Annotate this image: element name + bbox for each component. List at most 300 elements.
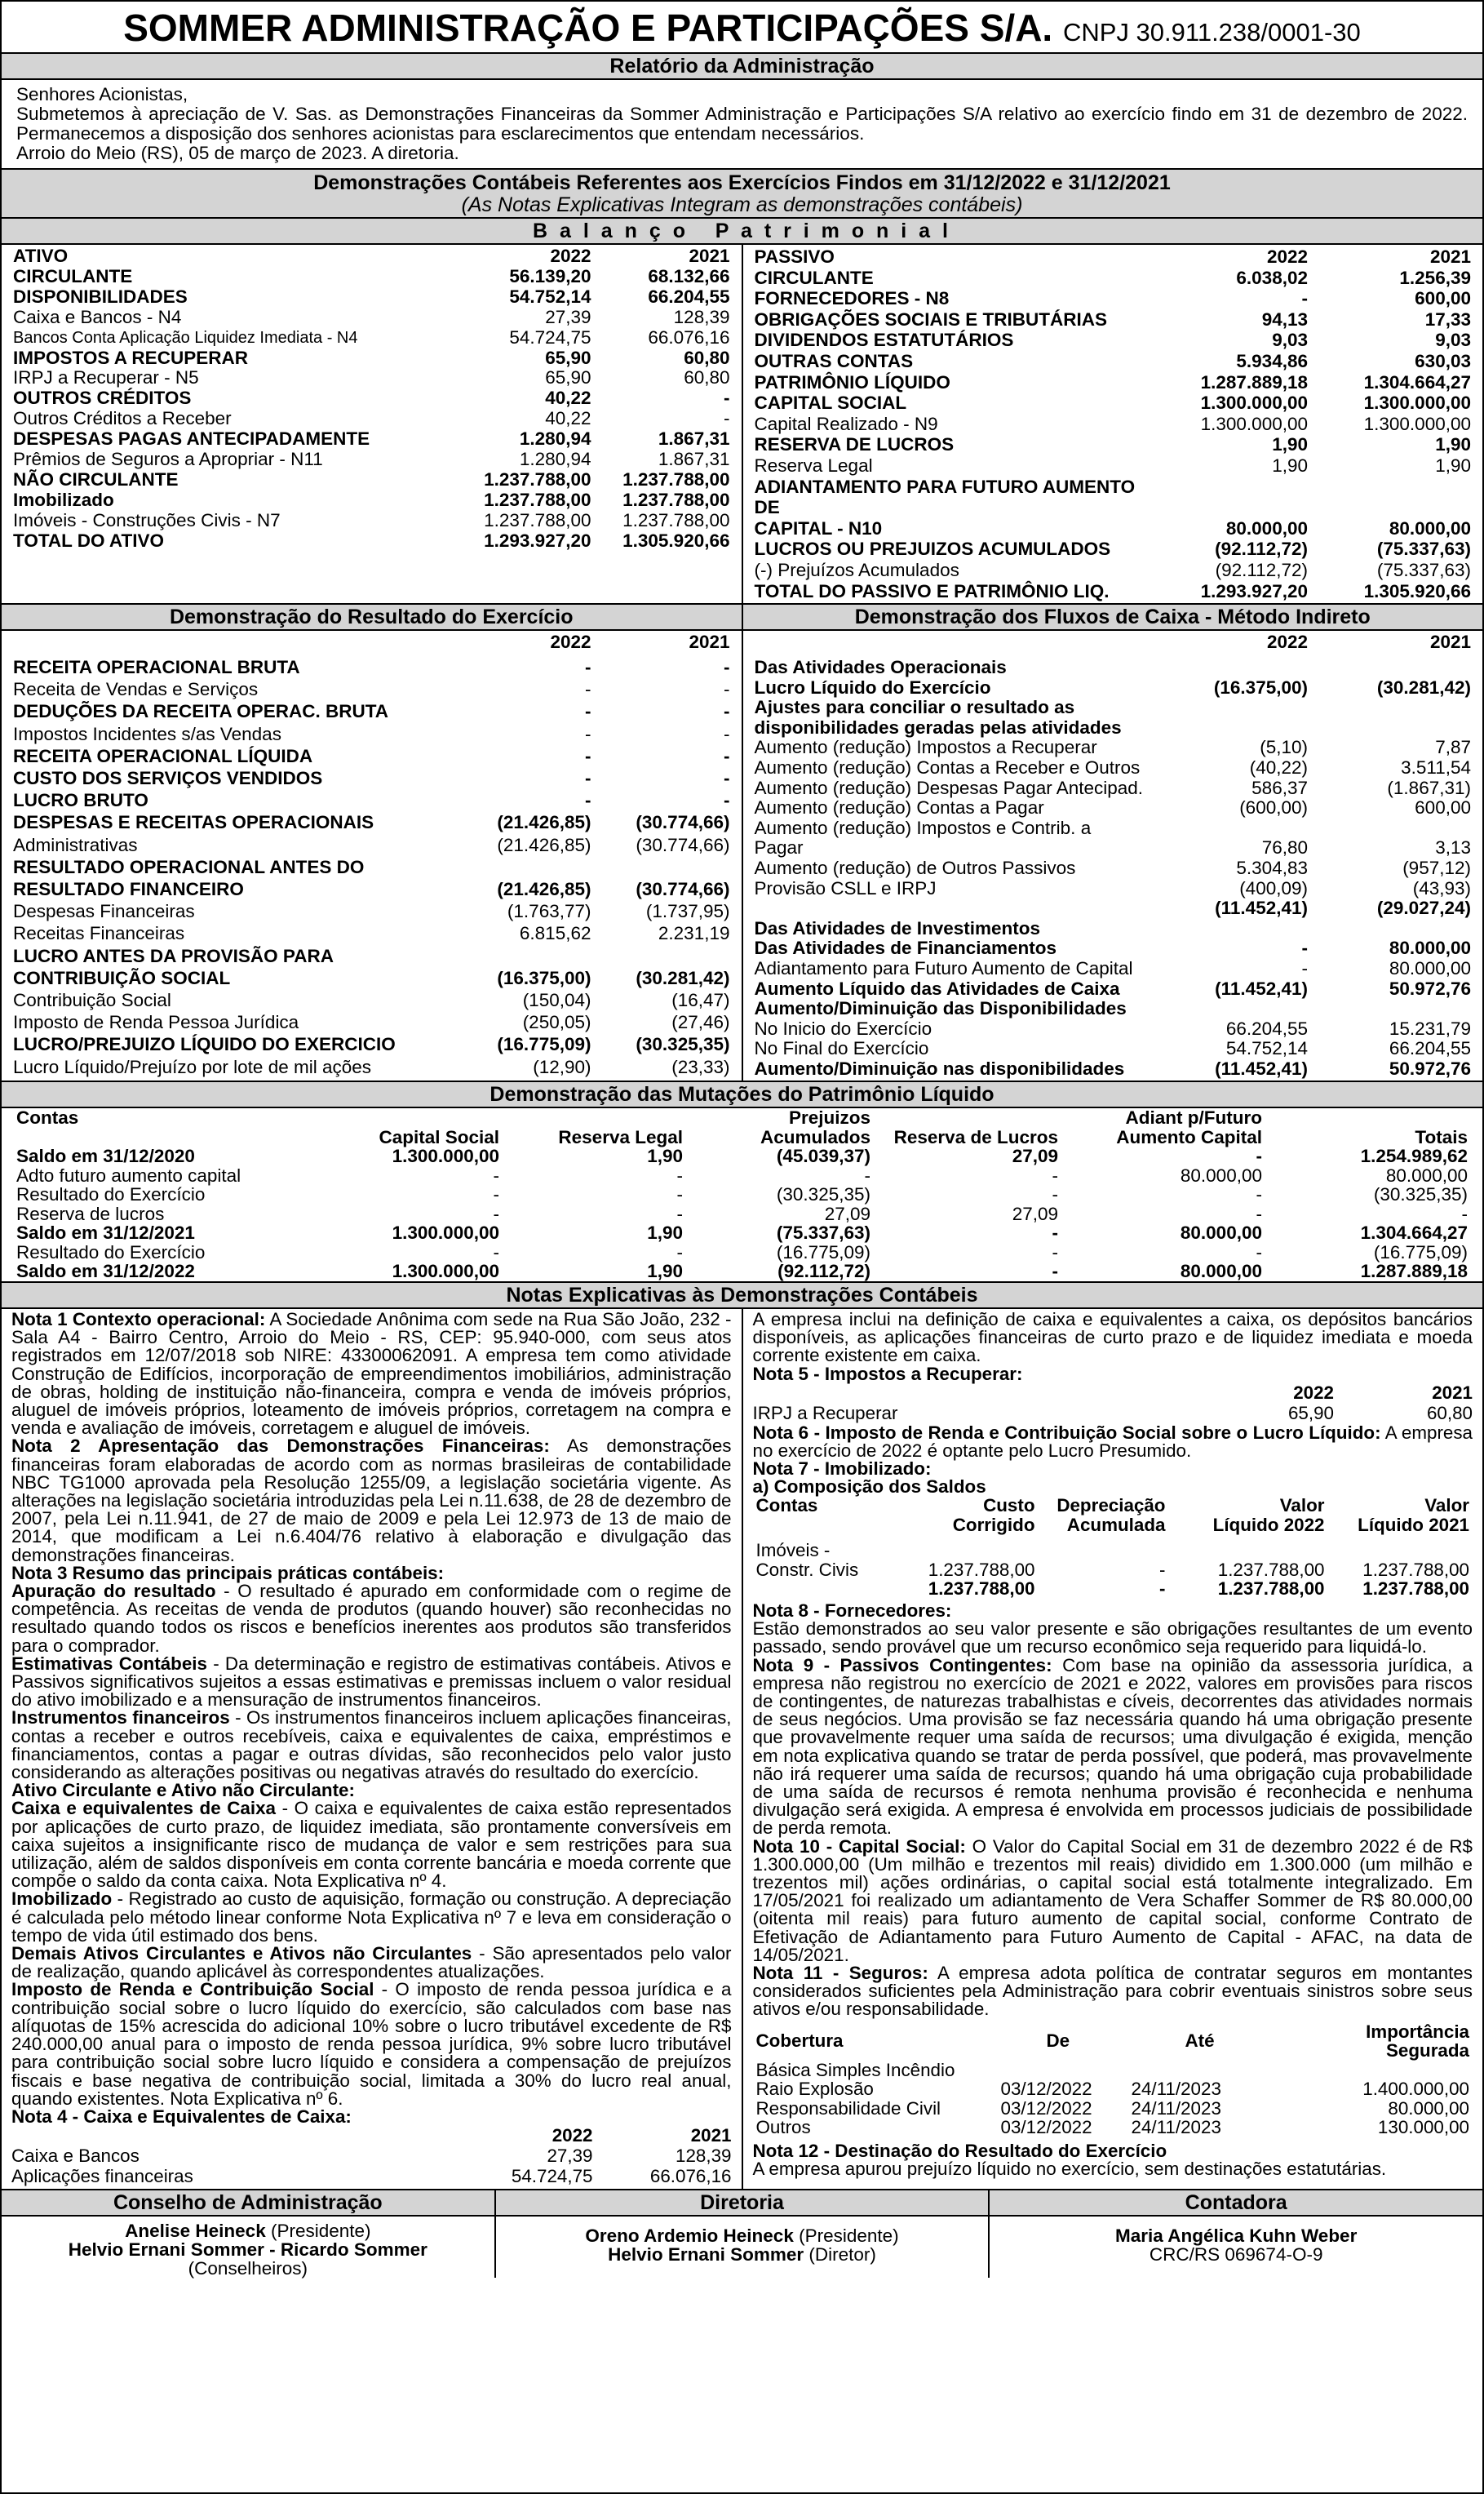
dfc-value-2021: 7,87: [1435, 737, 1471, 758]
nota-5-row: [753, 1404, 1473, 1424]
dmpl-cell: 1.254.989,62: [1360, 1146, 1468, 1167]
dre-row: [13, 789, 730, 811]
dfc-value-2021: 80.000,00: [1389, 938, 1471, 959]
dmpl-h-tot: Totais: [1415, 1126, 1468, 1147]
dre-value-2022: 6.815,62: [519, 923, 591, 944]
dfc-row: [755, 999, 1472, 1019]
dre-dfc-section: [2, 603, 1482, 1081]
sig-d1: Oreno Ardemio Heineck: [585, 2225, 794, 2246]
nota-12-text: A empresa apurou prejuízo líquido no exercício, sem destinações estatutárias.: [752, 2158, 1387, 2179]
dre-label: LUCRO ANTES DA PROVISÃO PARA: [13, 945, 334, 966]
caixa-heading: Caixa e equivalentes de Caixa: [11, 1798, 276, 1819]
dre-label: DEDUÇÕES DA RECEITA OPERAC. BRUTA: [13, 701, 389, 722]
nota-7-sub: a) Composição dos Saldos: [752, 1476, 986, 1498]
notas-title: Notas Explicativas às Demonstrações Contábeis: [2, 1281, 1482, 1309]
dfc-row: [755, 718, 1472, 739]
dfc-value-2021: (29.027,24): [1376, 898, 1471, 919]
ativo-row: [13, 267, 730, 287]
n7-h2b: Corrigido: [952, 1514, 1035, 1535]
nota-2: [11, 1437, 732, 1564]
dfc-row: [755, 859, 1472, 879]
passivo-label: RESERVA DE LUCROS: [754, 434, 955, 455]
dfc-value-2021: 50.972,76: [1389, 978, 1471, 999]
n11-ate: 24/11/2023: [1131, 2097, 1221, 2119]
sig-k2: CRC/RS 069674-O-9: [1149, 2243, 1323, 2265]
nota-4-row: [11, 2167, 732, 2187]
ativo-value-2022: 54.724,75: [509, 326, 591, 348]
nota-3-estimativas: [11, 1655, 732, 1710]
dre-label: Despesas Financeiras: [13, 901, 195, 922]
dre-row: [13, 1011, 730, 1033]
passivo-label: LUCROS OU PREJUIZOS ACUMULADOS: [754, 539, 1111, 560]
n7-h3a: Depreciação: [1057, 1495, 1166, 1516]
dre-row: [13, 678, 730, 700]
sig-diretoria: [494, 2190, 989, 2278]
dre-label: RECEITA OPERACIONAL LÍQUIDA: [13, 745, 313, 766]
dre-value-2021: (16,47): [671, 990, 730, 1011]
dmpl-header-2: [13, 1128, 1471, 1147]
dmpl-cell: 80.000,00: [1385, 1165, 1468, 1186]
dmpl-cell: -: [676, 1241, 683, 1263]
ativo-value-2022: 2022: [550, 246, 591, 266]
sig-contadora-title: Contadora: [990, 2190, 1482, 2217]
dfc-value-2021: (30.281,42): [1376, 677, 1471, 698]
passivo-value-2022: 6.038,02: [1236, 267, 1308, 288]
dfc-value-2022: 66.204,55: [1225, 1018, 1308, 1039]
dmpl-label: Adto futuro aumento capital: [16, 1165, 241, 1186]
apuracao-heading: Apuração do resultado: [11, 1581, 216, 1602]
dre-value-2021: (27,46): [671, 1012, 730, 1033]
relatorio-closing: Arroio do Meio (RS), 05 de março de 2023. A diretoria.: [16, 143, 459, 163]
ativo-label: CIRCULANTE: [13, 265, 133, 286]
dfc-row: [755, 899, 1472, 919]
dfc-row: [755, 698, 1472, 718]
dfc-label: Aumento (redução) Despesas Pagar Antecipad.: [754, 777, 1144, 798]
nota-4-heading: Nota 4 - Caixa e Equivalentes de Caixa:: [11, 2106, 352, 2127]
dre-row: [13, 900, 730, 922]
dmpl-row: [13, 1205, 1471, 1224]
passivo-row: [755, 393, 1472, 414]
ativo-value-2022: 1.280,94: [519, 428, 591, 450]
dfc-label: Das Atividades de Financiamentos: [754, 938, 1057, 959]
dfc-row: [755, 1019, 1472, 1040]
nota-11-text: A empresa adota política de contratar seguros em montantes considerados suficientes pela Administração para cobrir eventuais sinistros sobre seus ativos e/ou responsabilidade.: [752, 1962, 1473, 2020]
dre-value-2021: -: [724, 723, 730, 744]
nota-3-imposto: [11, 1981, 732, 2107]
dre-label: Impostos Incidentes s/as Vendas: [13, 723, 281, 744]
dre-label: Receita de Vendas e Serviços: [13, 679, 259, 700]
ativo-value-2021: -: [724, 388, 730, 409]
dre-label: LUCRO/PREJUIZO LÍQUIDO DO EXERCICIO: [13, 1034, 396, 1055]
dmpl-row: [13, 1262, 1471, 1281]
passivo-row: [755, 330, 1472, 351]
ativo-row: [13, 388, 730, 409]
dre-value-2022: (16.375,00): [497, 967, 591, 988]
dfc-value-2022: 5.304,83: [1236, 857, 1308, 878]
nota-3-heading: Nota 3 Resumo das principais práticas contábeis:: [11, 1562, 445, 1583]
ativo-value-2022: 27,39: [545, 306, 591, 327]
dmpl-h-rl: Reserva de Lucros: [893, 1126, 1058, 1147]
dfc-row: [755, 798, 1472, 819]
dre-row: [13, 1056, 730, 1078]
dre-value-2022: -: [585, 679, 591, 700]
n7-tf: 1.237.788,00: [1362, 1578, 1469, 1600]
dmpl-row: [13, 1147, 1471, 1166]
nota-7-table: [753, 1496, 1473, 1599]
n11-row: [753, 2079, 1473, 2099]
passivo-row: [755, 477, 1472, 518]
dre-row: [13, 811, 730, 833]
dre-value-2022: -: [585, 657, 591, 677]
dre-value-2022: (12,90): [533, 1056, 591, 1077]
demais-text: - São apresentados pelo valor de realização, quando aplicável às correspondentes atualizações.: [11, 1943, 732, 1982]
n11-de: 03/12/2022: [1000, 2117, 1092, 2138]
dfc-label: No Final do Exercício: [754, 1038, 929, 1059]
nota-1: [11, 1308, 732, 1439]
imposto-heading: Imposto de Renda e Contribuição Social: [11, 1979, 374, 2000]
passivo-value-2021: 2021: [1429, 246, 1471, 267]
balanco-passivo: [742, 245, 1483, 603]
ativo-value-2022: 1.237.788,00: [484, 509, 591, 530]
passivo-value-2022: 1,90: [1272, 434, 1308, 455]
dfc-value-2022: (40,22): [1249, 757, 1308, 778]
nota-1-text: A Sociedade Anônima com sede na Rua São João, 232 - Sala A4 - Bairro Centro, Arroio do Meio - RS, CEP: 95.940-000, com seus atos registrados em 12/07/2018 sob NIRE: 43300062091. A empresa tem como atividade Construção de Edifícios, incorporação de empreendimentos imobiliários, administração de obras, holding de instituição não-financeira, compra e venda de imóveis próprios, aluguel de imóveis próprios, loteamento de imóveis próprios, corretagem na compra e venda e avaliação de imóveis, corretagem e aluguel de imóveis.: [11, 1308, 732, 1439]
ativo-circ-heading: Ativo Circulante e Ativo não Circulante:: [11, 1780, 355, 1801]
relatorio-body: [2, 80, 1482, 168]
passivo-row: [755, 539, 1472, 560]
company-name: SOMMER ADMINISTRAÇÃO E PARTICIPAÇÕES S/A.: [123, 7, 1053, 49]
dfc-value-2021: (957,12): [1402, 857, 1471, 878]
n11-cobertura: Responsabilidade Civil: [755, 2097, 941, 2119]
passivo-label: Reserva Legal: [754, 455, 873, 476]
nota-4-y2: 2021: [690, 2125, 732, 2146]
dre-value-2022: -: [585, 790, 591, 811]
dmpl-h-prej2: Acumulados: [760, 1126, 870, 1147]
dre-row: [13, 1033, 730, 1055]
dfc-label: Adiantamento para Futuro Aumento de Capital: [754, 957, 1133, 979]
n11-ate: [1128, 2061, 1291, 2080]
imposto-text: - O imposto de renda pessoa jurídica e a contribuição social sobre o lucro líquido do exercício, são calculados com base nas alíquotas de 15% acrescida do adicional 10% sobre o lucro tributável excedente de R$ 240.000,00 anual para o imposto de renda pessoa jurídica, 9% sobre lucro tributável para contribuição social sobre lucro líquido e considera a compensação de prejuízos fiscais e base negativa de contribuição social, limitada a 30% do lucro real anual, quando existentes. Nota Explicativa nº 6.: [11, 1979, 732, 2109]
nota-2-heading: Nota 2 Apresentação das Demonstrações Financeiras:: [11, 1436, 550, 1457]
nota-12-heading: Nota 12 - Destinação do Resultado do Exercício: [752, 2140, 1167, 2161]
passivo-value-2022: 2022: [1266, 246, 1308, 267]
passivo-label: ADIANTAMENTO PARA FUTURO AUMENTO DE: [754, 476, 1136, 518]
dre-label: Lucro Líquido/Prejuízo por lote de mil ações: [13, 1056, 372, 1077]
dre-value-2022: (1.763,77): [507, 901, 591, 922]
dre-value-2021: (30.281,42): [636, 967, 730, 988]
dre-label: RESULTADO FINANCEIRO: [13, 879, 244, 900]
sig-conselho-title: Conselho de Administração: [2, 2190, 494, 2217]
dfc-value-2022: (400,09): [1239, 877, 1308, 899]
estimativas-heading: Estimativas Contábeis: [11, 1653, 207, 1674]
passivo-value-2021: 1.300.000,00: [1363, 393, 1471, 414]
dfc-value-2022: (11.452,41): [1215, 898, 1308, 919]
ativo-row: [13, 409, 730, 429]
demo-title: Demonstrações Contábeis Referentes aos Exercícios Findos em 31/12/2022 e 31/12/2021: [2, 168, 1482, 194]
passivo-row: [755, 246, 1472, 268]
ativo-value-2022: 65,90: [545, 367, 591, 388]
passivo-value-2021: 1.300.000,00: [1363, 413, 1471, 434]
passivo-value-2022: 1.300.000,00: [1200, 413, 1308, 434]
dmpl-cell: 27,09: [1012, 1146, 1058, 1167]
dmpl-cell: 80.000,00: [1180, 1165, 1262, 1186]
sig-contadora: [988, 2190, 1482, 2278]
nota-11-heading: Nota 11 - Seguros:: [752, 1962, 928, 1983]
dmpl-cell: -: [1256, 1241, 1262, 1263]
dre-body: [2, 631, 742, 1080]
dfc-row: [755, 979, 1472, 1000]
nota-7-heading: Nota 7 - Imobilizado:: [752, 1458, 932, 1479]
ativo-row: [13, 470, 730, 490]
nota-8-text: Estão demonstrados ao seu valor presente e são obrigações resultantes de um evento passado, sendo provável que um recurso econômico seja requerido para liquidá-lo.: [752, 1618, 1473, 1657]
dfc-row: [755, 658, 1472, 678]
dmpl-cell: 1,90: [647, 1261, 683, 1282]
imobilizado-heading: Imobilizado: [11, 1888, 113, 1910]
sig-c2: Helvio Ernani Sommer - Ricardo Sommer: [68, 2239, 427, 2260]
dfc-value-2022: (16.375,00): [1213, 677, 1308, 698]
ativo-label: Prêmios de Seguros a Apropriar - N11: [13, 449, 323, 470]
dmpl-cell: 1.300.000,00: [392, 1146, 499, 1167]
instrumentos-text: - Os instrumentos financeiros incluem aplicações financeiras, contas a receber e outros recebíveis, caixa e equivalentes de caixa, empréstimos e financiamentos, contas a pagar e outras dívidas, são reconhecidos pelo valor justo considerando as alterações positivas ou negativas através do resultado do exercício.: [11, 1707, 732, 1783]
ativo-row: [13, 287, 730, 308]
passivo-label: CAPITAL SOCIAL: [754, 393, 907, 414]
ativo-label: DESPESAS PAGAS ANTECIPADAMENTE: [13, 428, 370, 450]
nota-8-heading: Nota 8 - Fornecedores:: [752, 1600, 952, 1621]
ativo-row: [13, 531, 730, 552]
dfc-value-2021: 3.511,54: [1401, 757, 1471, 778]
passivo-value-2021: 1,90: [1435, 455, 1471, 476]
dmpl-h-prej1: Prejuizos: [788, 1107, 870, 1129]
dmpl-row: [13, 1185, 1471, 1205]
nota-5-b: 60,80: [1426, 1402, 1473, 1423]
passivo-value-2021: 630,03: [1415, 350, 1471, 371]
n7-c: 1.237.788,00: [928, 1559, 1035, 1580]
dmpl-cell: 1,90: [647, 1223, 683, 1244]
dfc-value-2022: 586,37: [1251, 777, 1308, 798]
dfc-label: Das Atividades de Investimentos: [754, 917, 1041, 939]
dre-value-2021: (30.774,66): [636, 812, 730, 833]
dre-row: [13, 967, 730, 989]
dfc-row: [755, 779, 1472, 799]
ativo-value-2022: 1.293.927,20: [484, 530, 591, 551]
dmpl-label: Saldo em 31/12/2021: [16, 1223, 195, 1244]
dre-row: [13, 945, 730, 967]
ativo-label: IMPOSTOS A RECUPERAR: [13, 347, 248, 368]
dfc-value-2021: 80.000,00: [1389, 957, 1471, 979]
dfc-value-2021: 600,00: [1415, 797, 1471, 819]
dmpl-cell: -: [1052, 1261, 1058, 1282]
ativo-label: IRPJ a Recuperar - N5: [13, 367, 199, 388]
ativo-value-2021: 1.867,31: [658, 428, 730, 450]
passivo-row: [755, 414, 1472, 435]
dre-row: [13, 834, 730, 856]
n11-ate: 24/11/2023: [1131, 2079, 1221, 2100]
dfc-row: [755, 819, 1472, 859]
dfc-value-2021: 15.231,79: [1389, 1018, 1471, 1039]
dre-value-2022: -: [585, 701, 591, 722]
dfc-value-2021: 66.204,55: [1389, 1038, 1471, 1059]
passivo-label: PATRIMÔNIO LÍQUIDO: [754, 371, 950, 393]
nota-4-label: Caixa e Bancos: [11, 2146, 140, 2167]
n11-c1: Cobertura: [755, 2030, 844, 2052]
dfc-value-2021: 3,13: [1435, 837, 1471, 859]
dre-row: [13, 767, 730, 789]
dmpl-cell: -: [676, 1184, 683, 1205]
dmpl-cell: -: [1461, 1203, 1468, 1224]
instrumentos-heading: Instrumentos financeiros: [11, 1707, 230, 1728]
dmpl-cell: (16.775,09): [776, 1241, 870, 1263]
n11-valor: [1291, 2061, 1473, 2080]
n11-de: 03/12/2022: [1000, 2097, 1092, 2119]
dmpl-cell: (45.039,37): [776, 1146, 870, 1167]
dre-value-2022: (250,05): [522, 1012, 591, 1033]
passivo-value-2022: (92.112,72): [1215, 539, 1308, 560]
dfc-value-2022: (600,00): [1239, 797, 1308, 819]
signatures: [2, 2190, 1482, 2278]
passivo-value-2021: (75.337,63): [1376, 559, 1471, 580]
relatorio-text: Submetemos à apreciação de V. Sas. as Demonstrações Financeiras da Sommer Administração e Participações S/A relativo ao exercício findo em 31 de dezembro de 2022. Permanecemos a disposição dos senhores acionistas para esclarecimentos que entendam necessários.: [16, 104, 1468, 144]
dmpl-cell: -: [493, 1184, 499, 1205]
company-header: [2, 2, 1482, 54]
ativo-label: Bancos Conta Aplicação Liquidez Imediata - N4: [13, 328, 358, 347]
passivo-row: [755, 518, 1472, 539]
dre-value-2021: -: [724, 768, 730, 789]
nota-3-apuracao: [11, 1582, 732, 1655]
dfc-value-2021: (1.867,31): [1387, 777, 1471, 798]
dmpl-cell: -: [864, 1165, 870, 1186]
dre-label: DESPESAS E RECEITAS OPERACIONAIS: [13, 812, 374, 833]
nota-4-value-2021: 66.076,16: [649, 2165, 732, 2186]
ativo-value-2022: 1.237.788,00: [484, 489, 591, 510]
dfc-value-2022: (11.452,41): [1215, 978, 1308, 999]
passivo-value-2021: 80.000,00: [1389, 517, 1471, 539]
nota-4-intro: A empresa inclui na definição de caixa e equivalentes a caixa, os depósitos bancários disponíveis, as aplicações financeiras de curto prazo e de liquidez imediata e moeda corrente existente em caixa.: [752, 1308, 1473, 1366]
ativo-label: Imóveis - Construções Civis - N7: [13, 509, 281, 530]
ativo-label: Imobilizado: [13, 489, 114, 510]
nota-9-text: Com base na opinião da assessoria jurídica, a empresa não registrou no exercício de 2021 e 2022, valores em provisões para riscos de contingentes, de naturezas trabalhistas e cíveis, decorrentes das atividades normais de seus negócios. Uma provisão se faz necessária quando há uma obrigação presente que provavelmente requer uma saída de recursos; uma divulgação é exigida, menção em nota explicativa quando se tratar de perda possível, que poderá, mas provavelmente não irá requerer uma saída de recursos; quando há uma obrigação cuja probabilidade de uma saída de recursos é remota nenhuma provisão é reconhecida e nenhuma divulgação será exigida. A empresa é envolvida em processos judiciais de possibilidade de perda remota.: [752, 1654, 1473, 1839]
dfc-label: Lucro Líquido do Exercício: [754, 677, 991, 698]
dmpl-cell: -: [493, 1203, 499, 1224]
passivo-value-2022: 1,90: [1272, 455, 1308, 476]
passivo-row: [755, 372, 1472, 393]
ativo-value-2021: 68.132,66: [648, 265, 730, 286]
nota-5-y1: 2022: [1293, 1382, 1334, 1403]
estimativas-text: - Da determinação e registro de estimativas contábeis. Ativos e Passivos significativos sujeitos a essas estimativas e premissas incluem o valor residual do ativo imobilizado e a mensuração de instrumentos financeiros.: [11, 1653, 732, 1711]
notas-left: [2, 1309, 742, 2189]
nota-4-value-2022: 27,39: [547, 2146, 593, 2167]
dmpl-h-ad1: Adiant p/Futuro: [1125, 1107, 1262, 1129]
nota-10-text: O Valor do Capital Social em 31 de dezembro 2022 é de R$ 1.300.000,00 (Um milhão e trezentos mil reais) dividido em 1.300.000 (um milhão e trezentos mil) ações ordinárias, o capital social está totalmente integralizado. Em 17/05/2021 foi realizado um adiantamento de Vera Schaffer Sommer de R$ 80.000,00 (oitenta mil reais) para futuro aumento de capital social, conforme Contrato de Efetivação de Adiantamento para Futuro Aumento de Capital - AFAC, na data de 14/05/2021.: [752, 1835, 1473, 1965]
ativo-value-2021: 1.237.788,00: [622, 489, 730, 510]
nota-9-heading: Nota 9 - Passivos Contingentes:: [752, 1654, 1052, 1675]
dmpl-cell: (30.325,35): [1373, 1184, 1468, 1205]
dmpl-cell: 27,09: [824, 1203, 870, 1224]
passivo-label: DIVIDENDOS ESTATUTÁRIOS: [754, 330, 1014, 351]
dre-row: [13, 878, 730, 900]
nota-3-demais: [11, 1945, 732, 1981]
ativo-row: [13, 308, 730, 328]
dre-value-2022: (21.426,85): [497, 879, 591, 900]
ativo-value-2021: 2021: [689, 246, 730, 266]
caixa-text: - O caixa e equivalentes de caixa estão representados por aplicações de curto prazo, de liquidez imediata, são prontamente conversíveis em caixa sujeitos a insignificante risco de mudança de valor e sem restrições para sua utilização, além de saldos disponíveis em conta corrente bancária e moeda corrente que compõe o saldo da conta caixa. Nota Explicativa nº 4.: [11, 1798, 732, 1892]
dmpl-cell: 27,09: [1012, 1203, 1058, 1224]
ativo-row: [13, 368, 730, 388]
n7-td: -: [1159, 1578, 1166, 1600]
passivo-value-2022: 1.293.927,20: [1200, 580, 1308, 601]
dmpl-cell: 1.300.000,00: [392, 1223, 499, 1244]
ativo-label: Caixa e Bancos - N4: [13, 306, 182, 327]
balanco-columns: [2, 245, 1482, 603]
passivo-value-2021: 1.305.920,66: [1363, 580, 1471, 601]
passivo-label: CAPITAL - N10: [754, 517, 883, 539]
dmpl-cell: -: [1256, 1184, 1262, 1205]
passivo-value-2021: 1.304.664,27: [1363, 371, 1471, 393]
dre-value-2022: (21.426,85): [497, 812, 591, 833]
dfc-label: Aumento (redução) de Outros Passivos: [754, 857, 1076, 878]
dre-value-2021: (30.774,66): [636, 879, 730, 900]
dre-label: CUSTO DOS SERVIÇOS VENDIDOS: [13, 768, 323, 789]
passivo-value-2021: 9,03: [1435, 330, 1471, 351]
dmpl-cell: -: [676, 1165, 683, 1186]
dfc-row: [755, 1059, 1472, 1080]
n7-h4b: Líquido 2022: [1212, 1514, 1325, 1535]
dfc-row: [755, 939, 1472, 959]
dmpl-header-1: [13, 1108, 1471, 1128]
passivo-label: OBRIGAÇÕES SOCIAIS E TRIBUTÁRIAS: [754, 308, 1108, 330]
sig-diretoria-title: Diretoria: [496, 2190, 989, 2217]
dre-section: [2, 603, 743, 1081]
nota-6-heading: Nota 6 - Imposto de Renda e Contribuição Social sobre o Lucro Líquido:: [752, 1422, 1381, 1443]
passivo-label: CIRCULANTE: [754, 267, 874, 288]
nota-5-a: 65,90: [1287, 1402, 1334, 1423]
passivo-value-2021: 600,00: [1415, 288, 1471, 309]
dfc-section: [743, 603, 1483, 1081]
dfc-label: Aumento (redução) Impostos a Recuperar: [754, 737, 1097, 758]
dmpl-row: [13, 1243, 1471, 1263]
n11-c2: De: [1046, 2030, 1070, 2052]
ativo-value-2021: 66.204,55: [648, 286, 730, 307]
dfc-year-2021: 2021: [1429, 632, 1471, 653]
n11-c4a: Importância: [1366, 2021, 1469, 2042]
ativo-value-2022: 1.280,94: [519, 449, 591, 470]
sig-c3: (Conselheiros): [188, 2257, 308, 2279]
dmpl-cell: 1.287.889,18: [1360, 1261, 1468, 1282]
nota-2-text: As demonstrações financeiras foram elaboradas de acordo com as normas brasileiras de contabilidade NBC TG1000 aprovada pela Resolução 1255/09, a legislação societária vigente. As alterações na legislação societária introduzidas pela Lei n.11.638, de 28 de dezembro de 2007, pela Lei n.11.941, de 27 de maio de 2009 e pela Lei 12.973 de 13 de maio de 2014, que modificam a Lei n.6.404/76 relativo à elaboração e divulgação das demonstrações financeiras.: [11, 1436, 732, 1565]
imobilizado-text: - Registrado ao custo de aquisição, formação ou construção. A depreciação é calculada pelo método linear conforme Nota Explicativa nº 7 e leva em consideração o tempo de vida útil estimado dos bens.: [11, 1888, 732, 1946]
dfc-row: [755, 758, 1472, 779]
dfc-label: Aumento (redução) Impostos e Contrib. a Pagar: [754, 817, 1092, 859]
passivo-row: [755, 455, 1472, 477]
passivo-value-2022: -: [1301, 288, 1308, 309]
n7-d: -: [1159, 1559, 1166, 1580]
dre-row: [13, 723, 730, 745]
nota-4-row: [11, 2146, 732, 2167]
dmpl-table: [13, 1108, 1471, 1281]
dre-value-2021: -: [724, 745, 730, 766]
dfc-label: Das Atividades Operacionais: [754, 657, 1007, 677]
dmpl-cell: -: [1256, 1146, 1262, 1167]
dre-label: RESULTADO OPERACIONAL ANTES DO: [13, 856, 365, 877]
dfc-row: [755, 678, 1472, 699]
ativo-value-2021: 60,80: [684, 347, 730, 368]
dre-value-2021: -: [724, 790, 730, 811]
demais-heading: Demais Ativos Circulantes e Ativos não Circulantes: [11, 1943, 472, 1964]
nota-11-table: [753, 2022, 1473, 2137]
passivo-value-2022: 1.287.889,18: [1200, 371, 1308, 393]
ativo-row: [13, 429, 730, 450]
ativo-value-2021: 66.076,16: [648, 326, 730, 348]
dfc-row: [755, 959, 1472, 979]
